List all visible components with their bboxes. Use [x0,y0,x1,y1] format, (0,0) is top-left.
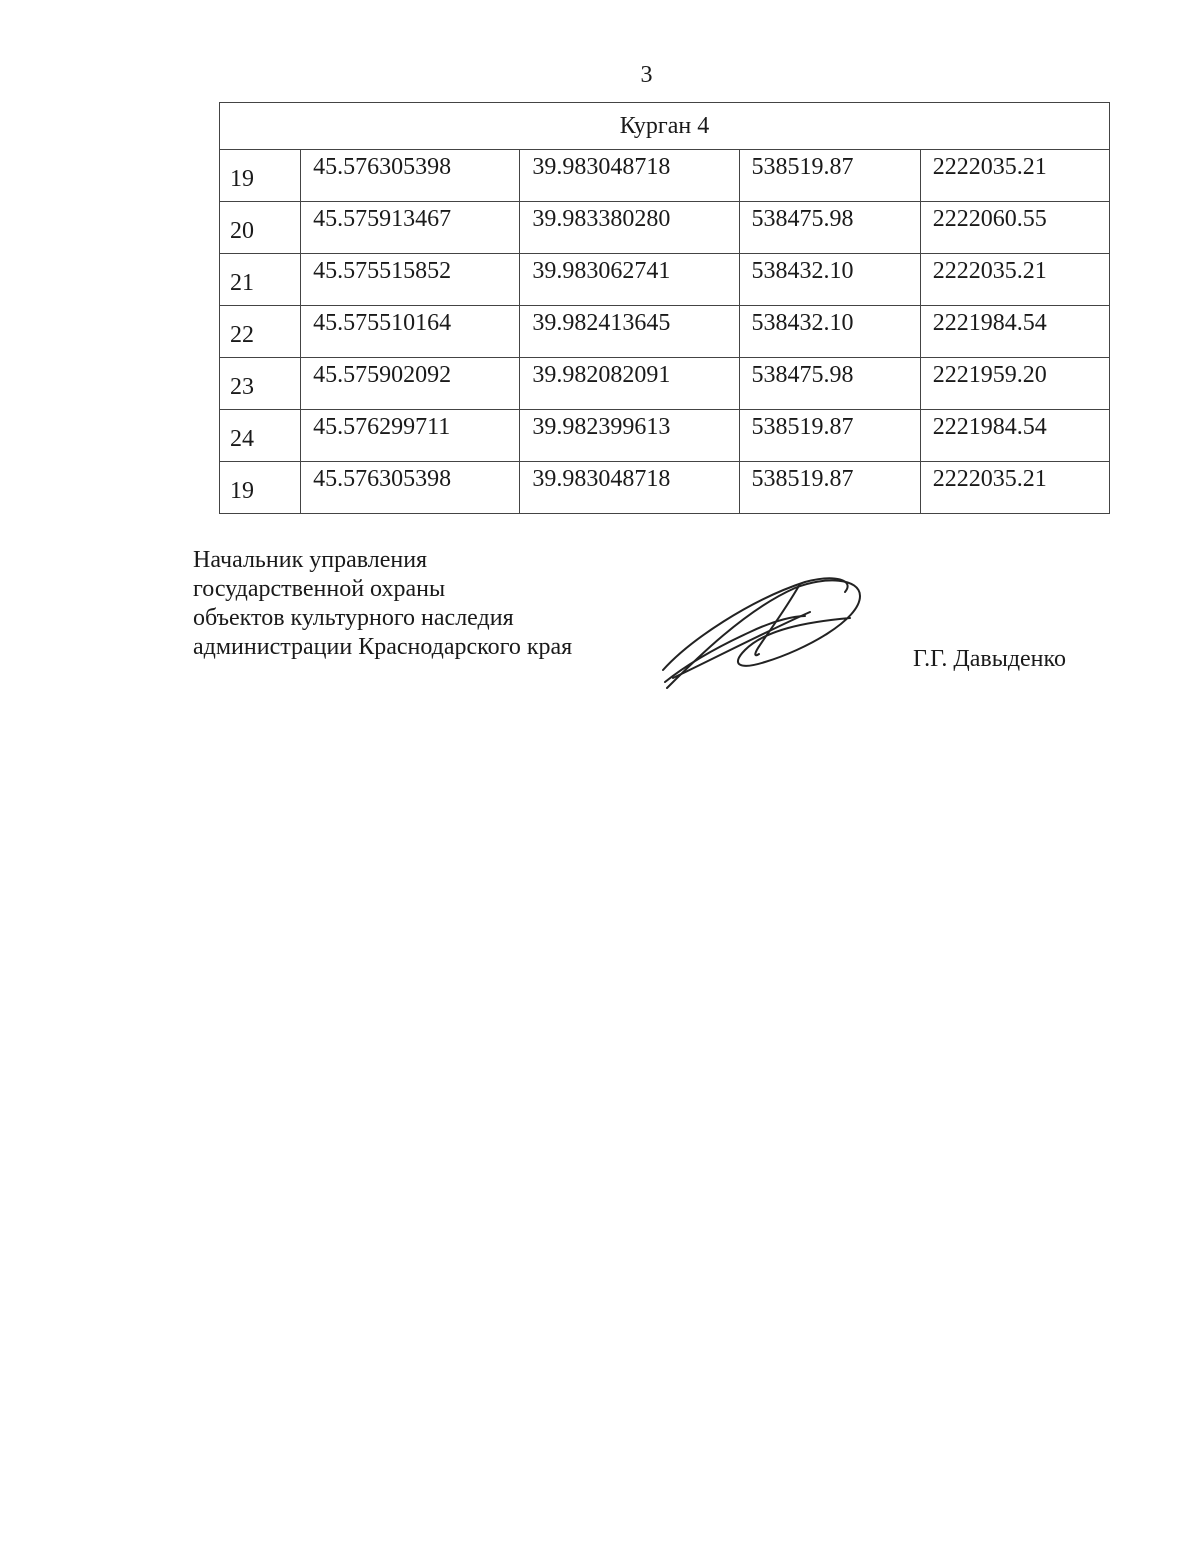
x-coordinate-cell: 538475.98 [739,202,920,254]
latitude-cell: 45.575510164 [301,306,520,358]
point-number-cell: 19 [220,462,301,514]
longitude-cell: 39.983048718 [520,462,739,514]
longitude-cell: 39.982082091 [520,358,739,410]
point-number-cell: 19 [220,150,301,202]
signatory-position [193,546,572,662]
signer-name: Г.Г. Давыденко [913,646,1066,672]
latitude-cell: 45.576299711 [301,410,520,462]
y-coordinate-cell: 2222035.21 [920,150,1109,202]
table-group-row [220,103,1110,150]
table-row [220,306,1110,358]
x-coordinate-cell: 538475.98 [739,358,920,410]
position-line: администрации Краснодарского края [193,634,573,660]
y-coordinate-cell: 2222035.21 [920,254,1109,306]
point-number-cell: 24 [220,410,301,462]
position-line: государственной охраны [193,576,446,602]
y-coordinate-cell: 2221959.20 [920,358,1109,410]
page-number: 3 [640,62,653,88]
table-group-title: Курган 4 [220,103,1110,150]
point-number-cell: 22 [220,306,301,358]
longitude-cell: 39.983048718 [520,150,739,202]
y-coordinate-cell: 2221984.54 [920,410,1109,462]
latitude-cell: 45.576305398 [301,462,520,514]
x-coordinate-cell: 538519.87 [739,150,920,202]
x-coordinate-cell: 538519.87 [739,462,920,514]
position-line: объектов культурного наследия [193,605,514,631]
longitude-cell: 39.982399613 [520,410,739,462]
latitude-cell: 45.575913467 [301,202,520,254]
x-coordinate-cell: 538519.87 [739,410,920,462]
table-row [220,410,1110,462]
y-coordinate-cell: 2222060.55 [920,202,1109,254]
latitude-cell: 45.576305398 [301,150,520,202]
latitude-cell: 45.575515852 [301,254,520,306]
point-number-cell: 23 [220,358,301,410]
longitude-cell: 39.983380280 [520,202,739,254]
latitude-cell: 45.575902092 [301,358,520,410]
point-number-cell: 20 [220,202,301,254]
table-row [220,150,1110,202]
longitude-cell: 39.982413645 [520,306,739,358]
position-line: Начальник управления [193,547,428,573]
table-row [220,254,1110,306]
x-coordinate-cell: 538432.10 [739,306,920,358]
y-coordinate-cell: 2222035.21 [920,462,1109,514]
table-row [220,358,1110,410]
y-coordinate-cell: 2221984.54 [920,306,1109,358]
longitude-cell: 39.983062741 [520,254,739,306]
handwritten-signature [655,570,875,700]
table-row [220,202,1110,254]
x-coordinate-cell: 538432.10 [739,254,920,306]
coordinates-table [219,102,1110,514]
table-row [220,462,1110,514]
point-number-cell: 21 [220,254,301,306]
